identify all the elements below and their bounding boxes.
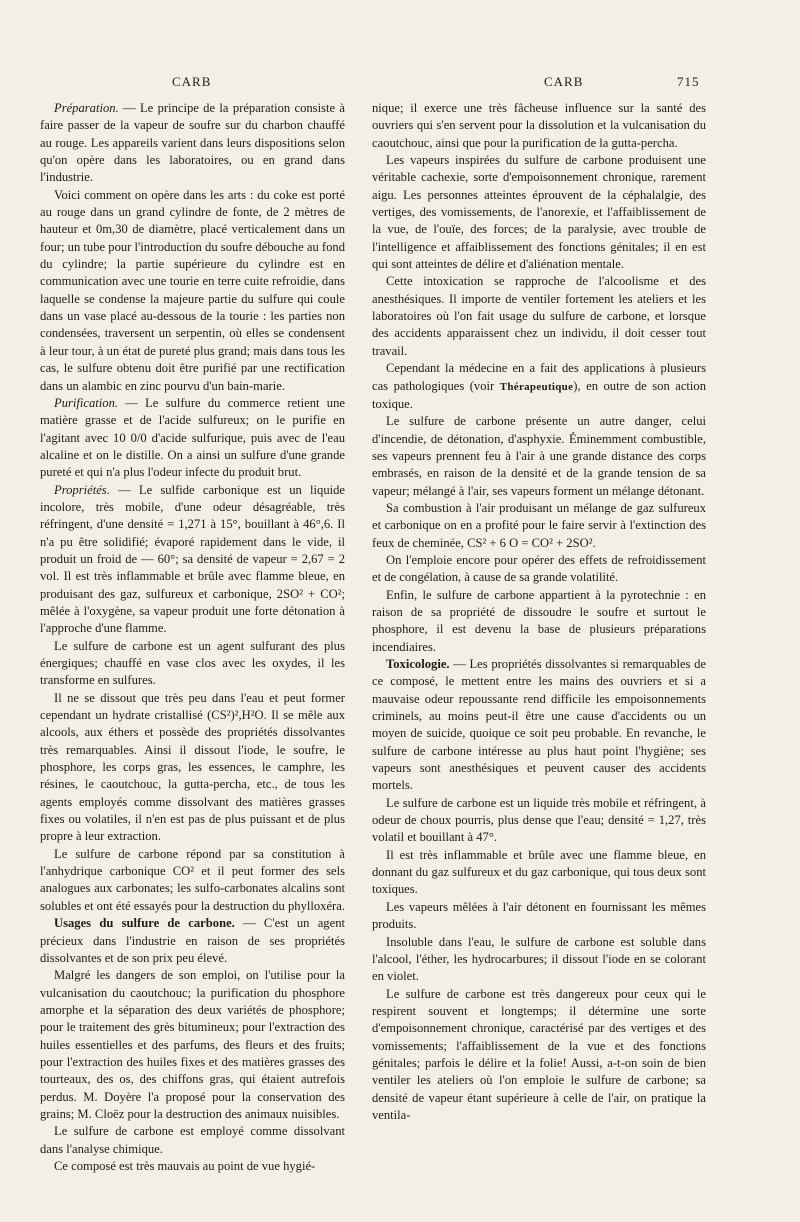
left-running-head: CARB (172, 74, 212, 89)
paragraph: Enfin, le sulfure de carbone appartient à la pyrotechnie : en raison de sa propriété de dissoudre le soufre et surtout le phosphore, il est devenu la base de plusieurs préparations incendiaires. (372, 587, 706, 654)
paragraph-properties (40, 482, 345, 638)
paragraph-purification (40, 395, 345, 482)
section-heading-uses: Usages du sulfure de carbone. (54, 916, 235, 931)
page-header (40, 74, 710, 96)
paragraph-text: ), en outre de son action toxique. (372, 378, 706, 411)
paragraph: Le sulfure de carbone est très dangereux pour ceux qui le respirent souvent et longtemps; il détermine une sorte d'empoisonnement chronique, caractérisé par des vertiges et des vomissements; l'affaiblissement de la vue et des fonctions génitales; parfois le délire et la folie! Aussi, a-t-on soin de bien ventiler les ateliers où l'on emploie le sulfure de carbone; sa densité de vapeur étant supérieure à celle de l'air, on pratique la ventila- (372, 986, 706, 1122)
left-column (40, 100, 345, 1175)
paragraph-toxicology (372, 656, 706, 795)
paragraph: Ce composé est très mauvais au point de vue hygié- (54, 1158, 316, 1173)
paragraph: Il est très inflammable et brûle avec une flamme bleue, en donnant du gaz sulfureux et du gaz carbonique, qui tous deux sont toxiques. (372, 847, 706, 897)
paragraph: Sa combustion à l'air produisant un mélange de gaz sulfureux et carbonique on en a profité pour le faire servir à l'extinction des feux de cheminée, CS² + 6 O = CO² + 2SO². (372, 500, 706, 550)
cross-reference-therapeutique: Thérapeutique (499, 380, 574, 393)
paragraph: Voici comment on opère dans les arts : du coke est porté au rouge dans un grand cylindre de fonte, de 2 mètres de hauteur et 0m,30 de diamètre, placé verticalement dans un four; un tube pour l'introduction du soufre débouche au fond du cylindre; la partie supérieure du cylindre est en communication avec une tourie en terre cuite refroidie, dans laquelle se condense la majeure partie du sulfure qui coule dans un vase placé au-dessous de la tourie : les parties non condensées, traversent un serpentin, où elles se condensent à leur tour, à un état de pureté plus grand; mais dans tous les cas, le sulfure obtenu doit être purifié par une rectification dans un alambic en zinc pourvu d'un bain-marie. (40, 187, 345, 393)
paragraph-uses (40, 915, 345, 967)
paragraph-text: — Le sulfide carbonique est un liquide incolore, très mobile, d'une odeur désagréable, très réfringent, d'une densité = 1,271 à 15°, bouillant à 46°,6. Il n'a pu être solidifié; évaporé rapidement dans le vide, il produit un froid de — 60°; sa densité de vapeur = 2,67 = 2 vol. Il est très inflammable et brûle avec flamme bleue, en produisant des gaz, sulfureux et carbonique, 2SO² + CO²; mêlée à l'oxygène, sa vapeur produit une forte détonation à l'approche d'une flamme. (40, 482, 345, 636)
paragraph-text: — C'est un agent précieux dans l'industrie en raison de ses propriétés dissolvantes et de son prix peu élevé. (40, 916, 345, 965)
section-label-properties: Propriétés. (54, 482, 110, 497)
paragraph-text: — Le principe de la préparation consiste à faire passer de la vapeur de soufre sur du charbon chauffé au rouge. Les appareils varient dans leurs dispositions selon qu'on opère dans les laboratoires, ou en grand dans l'industrie. (40, 101, 345, 185)
paragraph-text: — Le sulfure du commerce retient une matière grasse et de l'acide sulfureux; on le purifie en l'agitant avec 10 0/0 d'acide sulfurique, puis avec de l'eau alcaline et on le distille. On a ainsi un sulfure d'une grande pureté et qui n'a plus l'odeur infecte du produit brut. (40, 395, 345, 480)
page-number: 715 (677, 74, 700, 89)
paragraph: Cette intoxication se rapproche de l'alcoolisme et des anesthésiques. Il importe de ventiler fortement les ateliers et les laboratoires où l'on fait usage du sulfure de carbone, et lorsque des accidents apparaissent chez un individu, il doit cesser tout travail. (372, 274, 706, 358)
paragraph: Le sulfure de carbone répond par sa constitution à l'anhydrique carbonique CO² et il peut former des sels analogues aux carbonates; les sulfo-carbonates alcalins sont solubles et ont été essayés pour la destruction du phylloxéra. (40, 846, 345, 913)
right-column (372, 100, 706, 1124)
section-heading-toxicology: Toxicologie. (386, 657, 450, 671)
paragraph: Les vapeurs mêlées à l'air détonent en fournissant les mêmes produits. (372, 899, 706, 932)
paragraph: Le sulfure de carbone est un agent sulfurant des plus énergiques; chauffé en vase clos avec les oxydes, il les transforme en sulfures. (40, 638, 345, 688)
paragraph-with-reference (372, 360, 706, 413)
paragraph: On l'emploie encore pour opérer des effets de refroidissement et de congélation, à cause de sa grande volatilité. (372, 552, 706, 585)
section-label-purification: Purification. (54, 395, 119, 410)
right-running-head: CARB (544, 74, 584, 89)
paragraph-preparation (40, 100, 345, 187)
paragraph: Malgré les dangers de son emploi, on l'utilise pour la vulcanisation du caoutchouc; la purification du phosphore amorphe et la séparation des deux variétés de phosphore; pour le traitement des grès bitumineux; pour l'extraction des huiles essentielles et des parfums, des fleurs et des fruits; pour l'extraction des huiles fixes et des matières grasses des tourteaux, des os, des chiffons gras, qui étaient autrefois perdus. M. Doyère l'a proposé pour la conservation des grains; M. Cloëz pour la destruction des animaux nuisibles. (40, 968, 345, 1121)
paragraph: Le sulfure de carbone est employé comme dissolvant dans l'analyse chimique. (40, 1124, 345, 1156)
paragraph-text: Cependant la médecine en a fait des applications à plusieurs cas pathologiques (voir (372, 361, 706, 393)
paragraph-continued: nique; il exerce une très fâcheuse influence sur la santé des ouvriers qui s'en servent pour la dissolution et la vulcanisation du caoutchouc, ainsi que pour la purification de la gutta-percha. (372, 101, 706, 150)
paragraph: Le sulfure de carbone est un liquide très mobile et réfringent, à odeur de choux pourris, plus dense que l'eau; densité = 1,27, très volatil et bouillant à 47°. (372, 795, 706, 845)
paragraph-text: — Les propriétés dissolvantes si remarquables de ce composé, le mettent entre les mains des ouvriers et si a mauvaise odeur repoussante rend difficile les empoisonnements criminels, au moins peut-il être une cause d'accidents ou un moyen de suicide, quoique ce soit peu probable. En revanche, le sulfure de carbone intéresse au plus haut point l'hygiène; ses vapeurs sont anesthésiques et peuvent causer des accidents mortels. (372, 657, 706, 793)
paragraph: Il ne se dissout que très peu dans l'eau et peut former cependant un hydrate cristallisé (CS²)²,H²O. Il se mêle aux alcools, aux éthers et possède des propriétés dissolvantes très remarquables. Ainsi il dissout l'iode, le soufre, le phosphore, les corps gras, les essences, le camphre, les résines, le caoutchouc, la gutta-percha, etc., de tous les agents employés comme dissolvant des matières grasses fixes ou volatiles, il n'en est pas de plus puissant et de plus propre à leur extraction. (40, 690, 345, 844)
paragraph: Les vapeurs inspirées du sulfure de carbone produisent une véritable cachexie, sorte d'empoisonnement chronique, rarement aigu. Les personnes atteintes éprouvent de la céphalalgie, des vertiges, des vomissements, de l'anorexie, et l'affaiblissement de la vue, de l'ouïe, des forces; de la paralysie, avec trouble de l'intelligence et affaiblissement des fonctions génitales; il en est qui sont atteintes de délire et d'aliénation mentale. (372, 153, 706, 272)
paragraph: Insoluble dans l'eau, le sulfure de carbone est soluble dans l'alcool, l'éther, les hydrocarbures; il dissout l'iode en se colorant en violet. (372, 934, 706, 984)
paragraph: Le sulfure de carbone présente un autre danger, celui d'incendie, de détonation, d'asphyxie. Éminemment combustible, ses vapeurs prennent feu à l'air à une grande distance des corps embrasés, en raison de la densité et de la grande tension de sa vapeur; mélangé à l'air, ses vapeurs forment un mélange détonant. (372, 414, 706, 498)
section-label-preparation: Préparation. (54, 101, 119, 115)
